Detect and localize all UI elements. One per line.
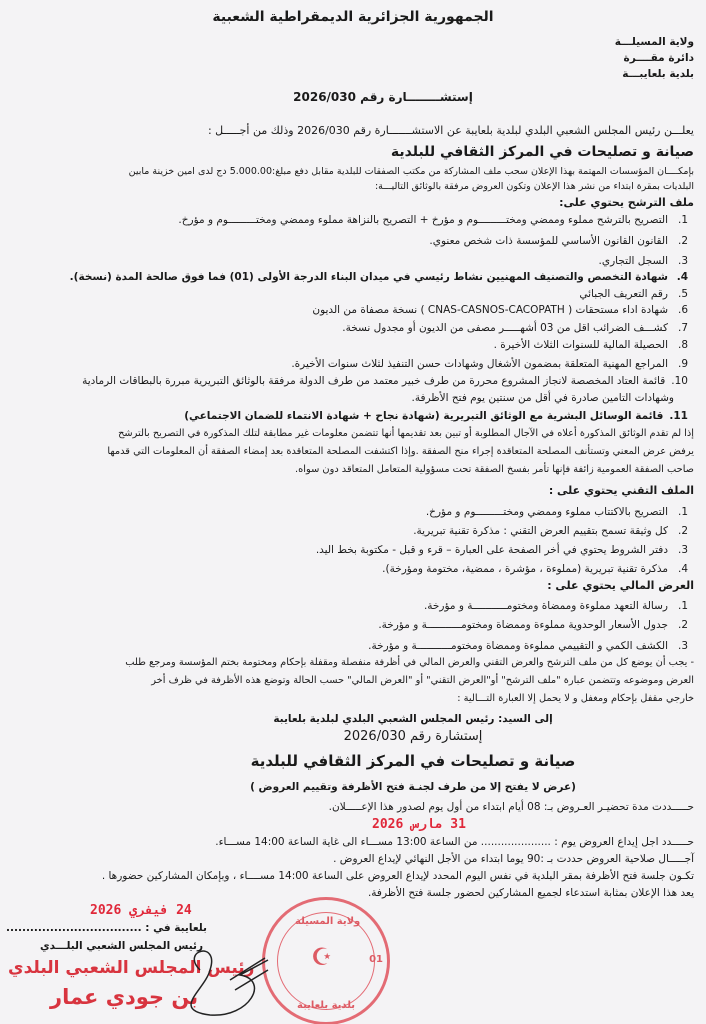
item-text: التصريح بالاكتتاب مملوء وممضي ومختـــــــــوم و مؤرخ. [425, 506, 668, 518]
item-number: 3. [677, 255, 688, 267]
warning-line: إذا لم تقدم الوثائق المذكورة أعلاه في الآجال المطلوبة أو تبين بعد تقديمها أنها تتضمن معلومات غير مطابقة لتلك المذكورة في التصريح بالترشح [118, 428, 694, 439]
warning-line: يرفض عرض المعني وتستأنف المصلحة المتعاقدة إجراء منح الصفقة .وإذا اكتشفت المصلحة المتعاقدة بعد إمضاء الصفقة أن المعلومات التي قدمها [107, 446, 694, 457]
deadline-line: يعد هذا الإعلان بمثابة استدعاء لجميع المشاركين لحضور جلسة فتح الأظرفة. [367, 887, 694, 899]
technical-title: الملف التقني يحتوي على : [548, 484, 694, 497]
seal-number: 01 [369, 954, 383, 965]
list-item [12, 543, 688, 557]
deadline-line: تكـون جلسة فتح الأظرفة بمقر البلدية في نفس اليوم المحدد لإيداع العروض على الساعة 14:00 مســــاء ، وبإمكان المشاركين حضورها . [101, 870, 694, 882]
item-number: 1. [677, 506, 688, 518]
envelope-title: صيانة و تصليحات في المركز الثقافي للبلدية [250, 752, 576, 770]
item-text: القانون القانون الأساسي للمؤسسة ذات شخص معنوي. [429, 235, 668, 247]
item-text: دفتر الشروط يحتوي في أخر الصفحة على العبارة – قرء و قبل - مكتوبة بخط اليد. [315, 544, 668, 556]
item-number: 2. [677, 235, 688, 247]
item-number: 2. [677, 619, 688, 631]
list-item [12, 338, 688, 352]
list-item [12, 409, 688, 423]
envelope-consultation: إستشارة رقم 2026/030 [343, 729, 483, 744]
list-item [12, 357, 688, 371]
item-text: شهادة اداء مستحقات ( CNAS-CASNOS-CACOPATH ) نسخة مصفاة من الديون [312, 304, 668, 316]
municipal-seal [262, 897, 390, 1024]
candidacy-title: ملف الترشح يحتوي على: [559, 196, 694, 209]
item-number: 5. [677, 288, 688, 300]
item-text: السجل التجاري. [598, 255, 668, 267]
deposit-date-stamp: 31 مارس 2026 [372, 817, 466, 832]
intro-line: البلديات بمقرة ابتداء من نشر هذا الإعلان وتكون العروض مرفقة بالوثائق التاليـــة: [374, 181, 694, 192]
envelope-to: إلى السيد: رئيس المجلس الشعبي البلدي لبلدية بلعايبة [273, 713, 553, 725]
envelope-note: خارجي مقفل بإحكام ومغفل و لا يحمل إلا العبارة التـــالية : [457, 693, 694, 704]
candidacy-item-10-cont: وشهادات التامين صادرة في أقل من سنتين يوم فتح الأظرفة. [411, 392, 674, 404]
item-text: مذكرة تقنية تبريرية (مملوءة ، مؤشرة ، ممضية، مختومة ومؤرخة). [382, 563, 668, 575]
signature-title: رئيس المجلس الشعبي البلـــدي [40, 940, 203, 952]
deadline-line: حـــــددت مدة تحضيـر العـروض بـ: 08 أيام ابتداء من أول يوم لصدور هذا الإعـــــلان. [328, 801, 694, 813]
item-text: جدول الأسعار الوحدوية مملوءة وممضاة ومختومـــــــــــة و مؤرخة. [378, 619, 668, 631]
item-number: 3. [677, 640, 688, 652]
list-item [12, 524, 688, 538]
item-number: 9. [677, 358, 688, 370]
list-item [12, 234, 688, 248]
list-item [12, 303, 688, 317]
item-text: قائمة العتاد المخصصة لانجاز المشروع محررة من طرف خبير معتمد من طرف الدولة مرفقة بالوثائق التبريرية مبررة بالبطاقات الرمادية [82, 375, 666, 387]
deadline-line: آجـــــال صلاحية العروض حددت بـ :90 يوما ابتداء من الأجل النهائي لإيداع العروض . [333, 853, 694, 865]
list-item [12, 287, 688, 301]
item-text: رقم التعريف الجبائي [579, 288, 668, 300]
financial-title: العرض المالي يحتوي على : [547, 579, 694, 592]
envelope-note: - يجب أن يوضع كل من ملف الترشح والعرض التقني والعرض المالي في أظرفة منفصلة ومقفلة بإحكام ومختومة بختم المؤسسة ومرجع طلب [125, 657, 694, 668]
item-number: 8. [677, 339, 688, 351]
handwritten-signature [110, 930, 270, 1020]
envelope-note: العرض وموضوعه وتتضمن عبارة "ملف الترشح" أو"العرض التقني" أو "العرض المالي" حسب الحالة وتوضع هذه الأظرفة في ظرف أخر [151, 675, 694, 686]
seal-top-text: ولاية المسيلة [295, 916, 361, 927]
list-item [12, 213, 688, 227]
list-item [12, 599, 688, 613]
announce: يعلـــن رئيس المجلس الشعبي البلدي لبلدية بلعايبة عن الاستشـــــــارة رقم 2026/030 وذلك من أجـــــل : [207, 124, 694, 137]
daira: دائرة مقــــرة [623, 52, 694, 64]
wilaya: ولاية المسيلـــة [614, 36, 694, 48]
list-item [12, 618, 688, 632]
list-item [12, 639, 688, 653]
list-item [12, 374, 688, 388]
stamp-title: رئيس المجلس الشعبي البلدي [8, 958, 255, 978]
item-number: 11. [669, 410, 688, 422]
item-text: الكشف الكمي و التقييمي مملوءة وممضاة ومختومـــــــــــة و مؤرخة. [368, 640, 668, 652]
consultation-title: إستشــــــــارة رقم 2026/030 [293, 90, 473, 104]
item-text: كشـــف الضرائب اقل من 03 أشهـــــر مصفى من الديون أو مجدول نسخة. [342, 322, 668, 334]
item-text: قائمة الوسائل البشرية مع الوثائق التبريرية (شهادة نجاح + شهادة الانتماء للضمان الاجتماعي) [184, 410, 664, 422]
baladiya: بلدية بلعايبـــة [622, 68, 694, 80]
deadline-line: حـــــدد اجل إيداع العروض يوم : ..................... من الساعة 13:00 مســـاء الى غاية الساعة 14:00 مســـاء. [215, 836, 694, 848]
crescent-star-icon: ☪ [311, 943, 333, 971]
envelope-subtitle: (عرض لا يفتح إلا من طرف لجنـة فتح الأظرفة وتقييم العروض ) [250, 781, 576, 793]
list-item [12, 254, 688, 268]
item-text: شهادة التخصص والتصنيف المهنيين نشاط رئيسي في ميدان البناء الدرجة الأولى (01) فما فوق صالحة المدة (نسخة). [69, 271, 668, 283]
signature-place: بلعايبة في : .................................. [6, 922, 207, 934]
list-item [12, 321, 688, 335]
item-text: كل وثيقة تسمح بتقييم العرض التقني : مذكرة تقنية تبريرية. [413, 525, 668, 537]
item-number: 4. [676, 271, 688, 283]
list-item [12, 562, 688, 576]
item-number: 6. [677, 304, 688, 316]
item-number: 7. [677, 322, 688, 334]
seal-bottom-text: بلدية بلعايبة [297, 1000, 356, 1011]
item-number: 10. [671, 375, 688, 387]
item-number: 2. [677, 525, 688, 537]
item-text: التصريح بالترشح مملوء وممضي ومختـــــــــوم و مؤرخ + التصريح بالنزاهة مملوء وممضي ومختـــــــــوم و مؤرخ. [178, 214, 668, 226]
item-number: 4. [677, 563, 688, 575]
item-number: 1. [677, 600, 688, 612]
warning-line: صاحب الصفقة العمومية زائفة فإنها تأمر بفسخ الصفقة تحت مسؤولية المتعامل المتعاقد دون سواه. [295, 464, 694, 475]
item-text: رسالة التعهد مملوءة وممضاة ومختومـــــــــــة و مؤرخة. [423, 600, 668, 612]
item-number: 3. [677, 544, 688, 556]
list-item [12, 270, 688, 284]
item-text: الحصيلة المالية للسنوات الثلاث الأخيرة . [493, 339, 668, 351]
project-title: صيانة و تصليحات في المركز الثقافي للبلدية [390, 144, 694, 160]
issue-date-stamp: 24 فيفري 2026 [90, 903, 192, 918]
republic-title: الجمهورية الجزائرية الديمقراطية الشعبية [212, 9, 494, 25]
list-item [12, 505, 688, 519]
intro-line: بإمكــــان المؤسسات المهتمة بهذا الإعلان سحب ملف المشاركة من مكتب الصفقات للبلدية مقابل دفع مبلغ:5.000.00 دج لدى امين خزينة مابين [128, 166, 694, 177]
stamp-name: بن جودي عمار [50, 985, 199, 1009]
item-number: 1. [677, 214, 688, 226]
item-text: المراجع المهنية المتعلقة بمضمون الأشغال وشهادات حسن التنفيذ لثلاث سنوات الأخيرة. [291, 358, 668, 370]
